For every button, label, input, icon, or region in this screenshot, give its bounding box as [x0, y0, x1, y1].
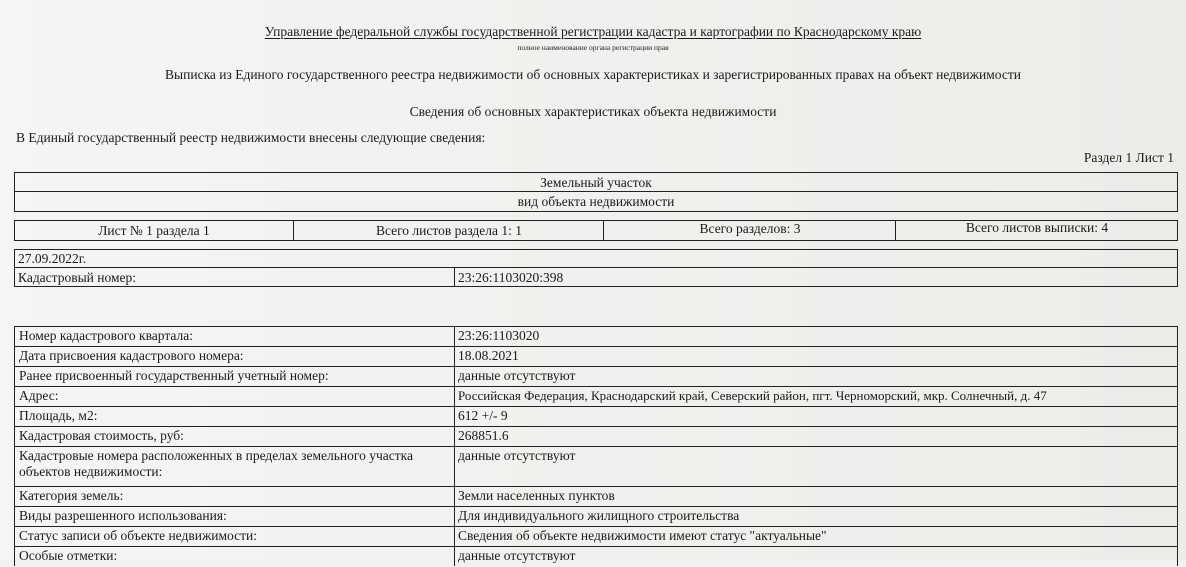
table-row: [15, 327, 1177, 347]
row-label: Номер кадастрового квартала:: [19, 328, 193, 343]
row-value: 23:26:1103020: [458, 328, 540, 343]
divider: [15, 191, 1177, 192]
sheet-number: Лист № 1 раздела 1: [98, 223, 210, 238]
divider: [603, 221, 604, 240]
row-label: Площадь, м2:: [19, 408, 98, 423]
total-sheets-section: Всего листов раздела 1: 1: [375, 223, 523, 238]
row-label: Категория земель:: [19, 488, 124, 503]
row-label: Статус записи об объекте недвижимости:: [19, 528, 258, 543]
row-value: 612 +/- 9: [458, 408, 508, 423]
divider: [15, 267, 1177, 268]
document-subtitle: Сведения об основных характеристиках объекта недвижимости: [409, 104, 777, 119]
section-sheet-label: Раздел 1 Лист 1: [1083, 150, 1174, 165]
total-sections: Всего разделов: 3: [699, 221, 801, 236]
row-label: Кадастровые номера расположенных в пределах земельного участка объектов недвижимости:: [19, 448, 413, 479]
cadastral-number-label: Кадастровый номер:: [18, 270, 137, 285]
divider: [293, 221, 294, 240]
row-value: Земли населенных пунктов: [458, 488, 615, 503]
row-value: данные отсутствуют: [458, 548, 576, 563]
table-row: [15, 447, 1177, 487]
table-row: [15, 527, 1177, 547]
table-row: [15, 367, 1177, 387]
row-label: Дата присвоения кадастрового номера:: [19, 348, 244, 363]
table-row: [15, 507, 1177, 527]
row-value: 268851.6: [458, 428, 509, 443]
organization-name: Управление федеральной службы государственной регистрации кадастра и картографии по Краснодарскому краю: [264, 24, 922, 39]
extract-date: 27.09.2022г.: [18, 251, 87, 266]
table-row: [15, 427, 1177, 447]
row-label: Виды разрешенного использования:: [19, 508, 227, 523]
row-label: Адрес:: [19, 388, 59, 403]
row-value: Для индивидуального жилищного строительства: [458, 508, 740, 523]
date-cadastral-box: [14, 249, 1178, 287]
table-row: [15, 547, 1177, 567]
table-row: [15, 407, 1177, 427]
cadastral-number-value: 23:26:1103020:398: [458, 270, 564, 285]
row-label: Кадастровая стоимость, руб:: [19, 428, 184, 443]
organization-caption: полное наименование органа регистрации прав: [517, 43, 669, 52]
document-title: Выписка из Единого государственного реестра недвижимости об основных характеристиках и зарегистрированных правах на объект недвижимости: [165, 67, 1021, 82]
total-sheets-extract: Всего листов выписки: 4: [965, 220, 1109, 235]
row-value: Российская Федерация, Краснодарский край, Северский район, пгт. Черноморский, мкр. Солнечный, д. 47: [458, 388, 1047, 403]
intro-text: В Единый государственный реестр недвижимости внесены следующие сведения:: [16, 130, 486, 145]
divider: [895, 221, 896, 240]
sheets-info-row: [14, 220, 1178, 241]
row-label: Ранее присвоенный государственный учетный номер:: [19, 368, 329, 383]
table-row: [15, 347, 1177, 367]
characteristics-table: [14, 326, 1178, 566]
row-value: данные отсутствуют: [458, 368, 576, 383]
object-type-caption: вид объекта недвижимости: [517, 194, 675, 209]
row-value: данные отсутствуют: [458, 448, 576, 463]
table-row: [15, 387, 1177, 407]
row-value: Сведения об объекте недвижимости имеют статус "актуальные": [458, 528, 827, 543]
object-type: Земельный участок: [540, 175, 652, 190]
divider: [454, 267, 455, 286]
row-label: Особые отметки:: [19, 548, 118, 563]
table-row: [15, 487, 1177, 507]
object-type-box: [14, 172, 1178, 212]
row-value: 18.08.2021: [458, 348, 519, 363]
